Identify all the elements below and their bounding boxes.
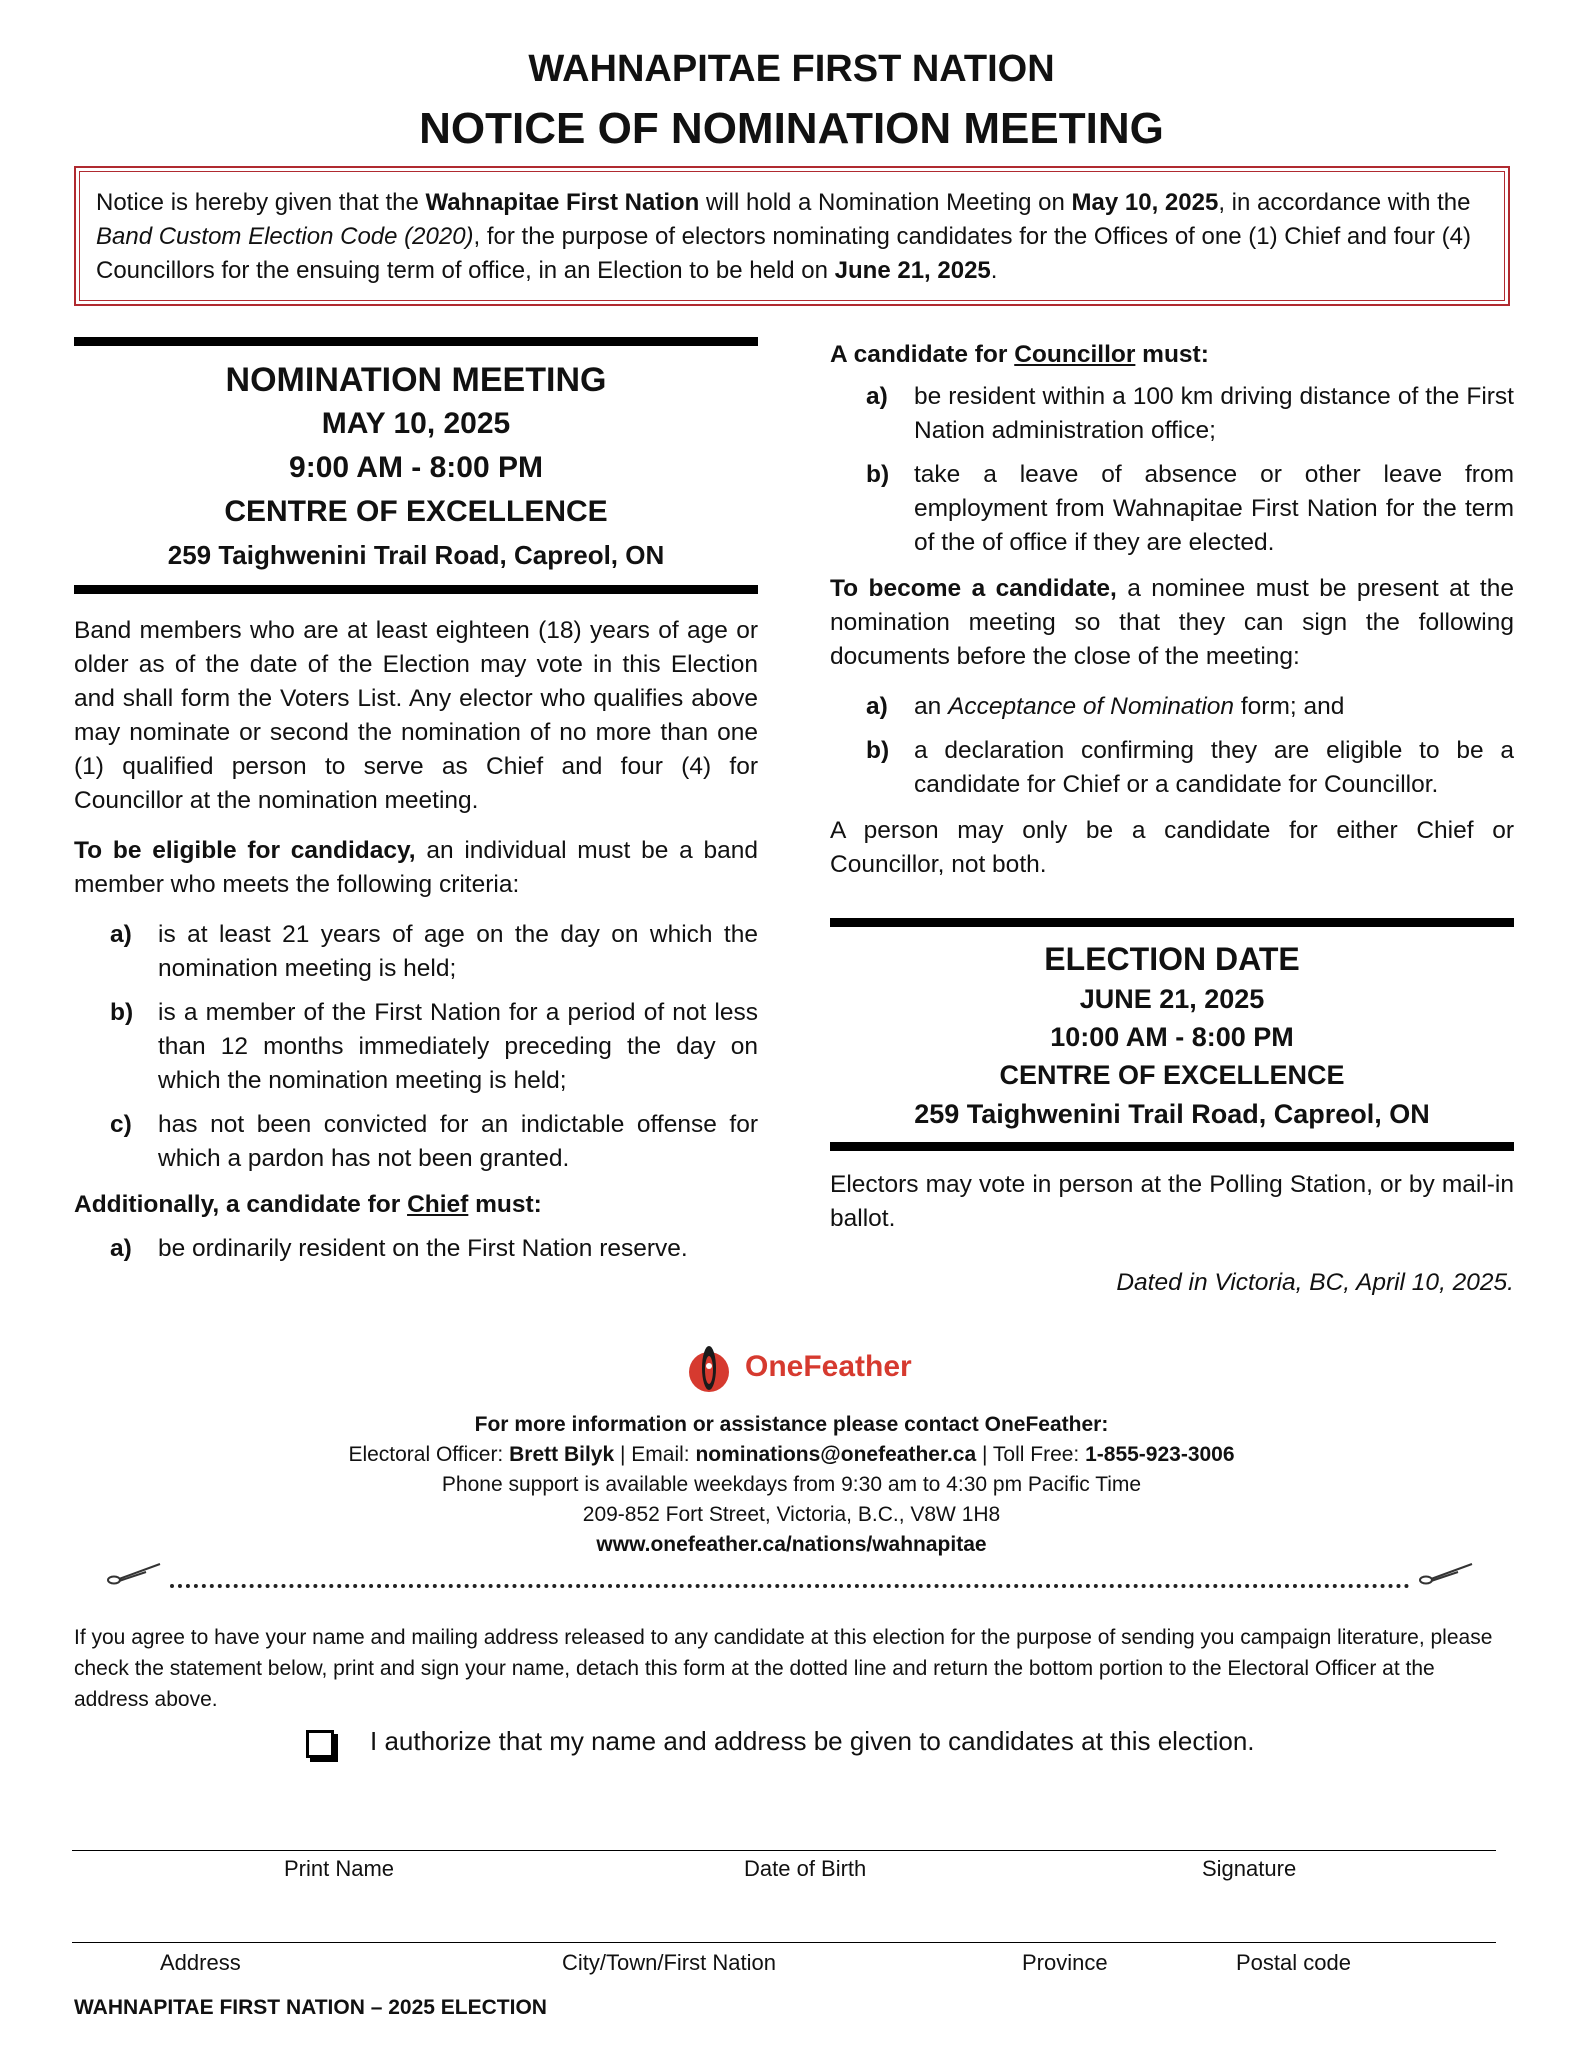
chief-heading <box>74 1188 758 1222</box>
right-column-bottom <box>830 1168 1514 1316</box>
contact-line <box>0 1440 1583 1470</box>
list-letter: a) <box>866 383 888 410</box>
election-date: JUNE 21, 2025 <box>1079 984 1265 1014</box>
chief-list <box>74 1232 758 1266</box>
councillor-pre: A candidate for <box>830 341 1015 368</box>
chief-word: Chief <box>407 1191 469 1218</box>
nomination-time: 9:00 AM - 8:00 PM <box>289 451 543 484</box>
website-link[interactable]: www.onefeather.ca/nations/wahnapitae <box>596 1533 987 1556</box>
officer-name: Brett Bilyk <box>509 1443 615 1466</box>
list-item <box>74 1108 758 1176</box>
eligibility-paragraph <box>74 834 758 902</box>
become-candidate-paragraph <box>830 572 1514 674</box>
either-paragraph: A person may only be a candidate for either Chief or Councillor, not both. <box>830 817 1514 878</box>
councillor-list <box>830 380 1514 560</box>
list-text: be ordinarily resident on the First Nation reserve. <box>158 1235 688 1262</box>
page-title: NOTICE OF NOMINATION MEETING <box>419 104 1164 153</box>
list-letter: b) <box>866 737 890 764</box>
toll-free-number[interactable]: 1-855-923-3006 <box>1085 1443 1235 1466</box>
election-venue: CENTRE OF EXCELLENCE <box>999 1060 1345 1090</box>
notice-box <box>74 166 1510 306</box>
councillor-word: Councillor <box>1014 341 1136 368</box>
election-time: 10:00 AM - 8:00 PM <box>1050 1022 1294 1052</box>
authorize-checkbox[interactable] <box>306 1730 334 1758</box>
divider <box>74 337 758 346</box>
contact-heading: For more information or assistance please contact OneFeather: <box>474 1413 1109 1436</box>
divider <box>830 1142 1514 1151</box>
divider <box>74 585 758 594</box>
list-text: a declaration confirming they are eligible to be a candidate for Chief or a candidate for Councillor. <box>914 737 1514 798</box>
field-label-postal-code: Postal code <box>1236 1950 1351 1975</box>
onefeather-logo <box>683 1340 923 1396</box>
officer-label: Electoral Officer: <box>348 1443 510 1466</box>
list-item <box>74 1232 758 1266</box>
list-text-italic: Acceptance of Nomination <box>948 693 1235 720</box>
list-item <box>830 380 1514 448</box>
list-letter: a) <box>110 921 132 948</box>
authorize-statement: I authorize that my name and address be given to candidates at this election. <box>370 1726 1255 1756</box>
councillor-post: must: <box>1135 341 1209 368</box>
list-text: form; and <box>1234 693 1345 720</box>
list-item <box>74 918 758 986</box>
signature-line[interactable] <box>72 1850 1496 1851</box>
nomination-venue: CENTRE OF EXCELLENCE <box>224 495 608 528</box>
dated-line: Dated in Victoria, BC, April 10, 2025. <box>1116 1269 1514 1296</box>
left-column <box>74 614 758 1278</box>
list-text: be resident within a 100 km driving distance of the First Nation administration office; <box>914 383 1514 444</box>
feather-logo-icon <box>683 1340 739 1396</box>
list-item <box>830 690 1514 724</box>
list-text: has not been convicted for an indictable offense for which a pardon has not been granted. <box>158 1111 758 1172</box>
email-link[interactable]: nominations@onefeather.ca <box>695 1443 977 1466</box>
notice-org: Wahnapitae First Nation <box>425 189 700 216</box>
list-letter: b) <box>866 461 890 488</box>
criteria-list <box>74 918 758 1176</box>
address-line[interactable] <box>72 1942 1496 1943</box>
logo-wordmark: OneFeather <box>745 1350 912 1383</box>
tear-off-instructions: If you agree to have your name and mailing address released to any candidate at this election for the purpose of sending you campaign literature, please check the statement below, print and sign your name, detach this form at the dotted line and return the bottom portion to the Electoral Officer at the address above. <box>74 1626 1493 1711</box>
notice-date: May 10, 2025 <box>1071 189 1219 216</box>
chief-pre: Additionally, a candidate for <box>74 1191 408 1218</box>
mailing-address: 209-852 Fort Street, Victoria, B.C., V8W 1H8 <box>582 1503 1001 1526</box>
organization-title: WAHNAPITAE FIRST NATION <box>528 48 1055 90</box>
list-text: is a member of the First Nation for a period of not less than 12 months immediately preceding the day on which the nomination meeting is held; <box>158 999 758 1094</box>
list-letter: a) <box>866 693 888 720</box>
scissors-icon <box>104 1560 164 1590</box>
list-text: take a leave of absence or other leave from employment from Wahnapitae First Nation for the term of the of office if they are elected. <box>914 461 1514 556</box>
notice-text: , for the purpose of electors nominating candidates for the Offices of one (1) Chief and four (4) Councillors for the ensuing term of office, in an Election to be held on <box>96 223 1471 284</box>
scissors-icon <box>1416 1560 1476 1590</box>
become-text: a nominee must be present at the nomination meeting so that they can sign the following documents before the close of the meeting: <box>830 575 1514 670</box>
nomination-heading: NOMINATION MEETING <box>225 361 607 399</box>
notice-text: , in accordance with the <box>1218 189 1471 216</box>
notice-election-date: June 21, 2025 <box>834 257 991 284</box>
field-label-address: Address <box>160 1950 241 1975</box>
list-item <box>74 996 758 1098</box>
nomination-meeting-box <box>74 358 758 576</box>
eligibility-text: an individual must be a band member who meets the following criteria: <box>74 837 758 898</box>
field-label-date-of-birth: Date of Birth <box>744 1856 867 1881</box>
tear-off-line <box>170 1572 1410 1588</box>
right-column-top <box>830 338 1514 898</box>
field-label-city: City/Town/First Nation <box>562 1950 776 1975</box>
councillor-heading <box>830 338 1514 372</box>
footer: WAHNAPITAE FIRST NATION – 2025 ELECTION <box>74 1996 547 2019</box>
nomination-date: MAY 10, 2025 <box>321 407 511 440</box>
nomination-address: 259 Taighwenini Trail Road, Capreol, ON <box>167 540 665 570</box>
email-label: | Email: <box>614 1443 696 1466</box>
notice-text: . <box>990 257 998 284</box>
divider <box>830 918 1514 927</box>
list-text: is at least 21 years of age on the day on which the nomination meeting is held; <box>158 921 758 982</box>
list-letter: b) <box>110 999 134 1026</box>
toll-label: | Toll Free: <box>976 1443 1086 1466</box>
election-date-box <box>830 938 1514 1134</box>
list-letter: a) <box>110 1235 132 1262</box>
field-label-province: Province <box>1022 1950 1108 1975</box>
vote-paragraph: Electors may vote in person at the Polling Station, or by mail-in ballot. <box>830 1171 1514 1232</box>
field-label-print-name: Print Name <box>284 1856 395 1881</box>
list-letter: c) <box>110 1111 132 1138</box>
notice-text: Notice is hereby given that the <box>96 189 426 216</box>
contact-block <box>0 1410 1583 1560</box>
notice-code: Band Custom Election Code (2020) <box>96 223 474 250</box>
chief-post: must: <box>468 1191 542 1218</box>
election-address: 259 Taighwenini Trail Road, Capreol, ON <box>914 1099 1430 1129</box>
notice-text: will hold a Nomination Meeting on <box>699 189 1072 216</box>
phone-support: Phone support is available weekdays from 9:30 am to 4:30 pm Pacific Time <box>441 1473 1142 1496</box>
voters-paragraph: Band members who are at least eighteen (18) years of age or older as of the date of the Election may vote in this Election and shall form the Voters List. Any elector who qualifies above may nominate or second the nomination of no more than one (1) qualified person to serve as Chief and four (4) for Councillor at the nomination meeting. <box>74 617 758 814</box>
election-heading: ELECTION DATE <box>1044 941 1300 977</box>
list-item <box>830 458 1514 560</box>
become-lead: To become a candidate, <box>830 575 1117 602</box>
documents-list <box>830 690 1514 802</box>
field-label-signature: Signature <box>1202 1856 1297 1881</box>
list-text: an <box>914 693 949 720</box>
list-item <box>830 734 1514 802</box>
eligibility-lead: To be eligible for candidacy, <box>74 837 416 864</box>
